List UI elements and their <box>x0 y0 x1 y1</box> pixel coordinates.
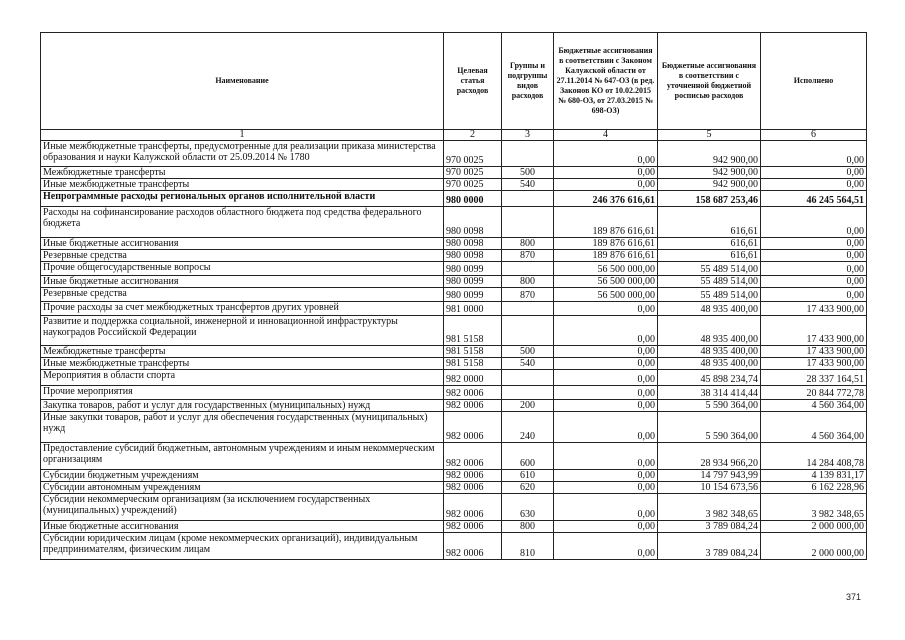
row-planned-amount: 14 797 943,99 <box>658 470 761 482</box>
row-expense-group <box>502 262 554 276</box>
row-name: Межбюджетные трансферты <box>41 167 444 179</box>
row-approved-amount: 189 876 616,61 <box>554 207 658 238</box>
row-approved-amount: 0,00 <box>554 370 658 386</box>
row-target-code: 981 5158 <box>444 358 502 370</box>
row-executed-amount: 4 560 364,00 <box>761 412 867 443</box>
row-executed-amount: 17 433 900,00 <box>761 316 867 346</box>
row-name: Иные межбюджетные трансферты <box>41 358 444 370</box>
row-expense-group: 870 <box>502 250 554 262</box>
row-expense-group: 800 <box>502 521 554 533</box>
column-number: 3 <box>502 130 554 141</box>
row-name: Прочие мероприятия <box>41 386 444 400</box>
row-planned-amount: 48 935 400,00 <box>658 358 761 370</box>
row-executed-amount: 0,00 <box>761 250 867 262</box>
row-expense-group: 540 <box>502 179 554 191</box>
row-executed-amount: 2 000 000,00 <box>761 521 867 533</box>
row-expense-group <box>502 141 554 167</box>
row-target-code: 980 0098 <box>444 207 502 238</box>
row-target-code: 982 0000 <box>444 370 502 386</box>
row-name: Прочие расходы за счет межбюджетных трансфертов других уровней <box>41 302 444 316</box>
row-executed-amount: 0,00 <box>761 288 867 302</box>
row-target-code: 980 0099 <box>444 276 502 288</box>
row-approved-amount: 56 500 000,00 <box>554 288 658 302</box>
row-planned-amount: 616,61 <box>658 238 761 250</box>
row-target-code: 980 0099 <box>444 288 502 302</box>
row-executed-amount: 0,00 <box>761 238 867 250</box>
row-executed-amount: 0,00 <box>761 262 867 276</box>
row-executed-amount: 17 433 900,00 <box>761 358 867 370</box>
column-number: 6 <box>761 130 867 141</box>
row-name: Межбюджетные трансферты <box>41 346 444 358</box>
column-number: 4 <box>554 130 658 141</box>
row-name: Развитие и поддержка социальной, инженерной и инновационной инфраструктуры наукоградов Российской Федерации <box>41 316 444 346</box>
row-name: Закупка товаров, работ и услуг для государственных (муниципальных) нужд <box>41 400 444 412</box>
row-target-code: 980 0098 <box>444 238 502 250</box>
row-expense-group: 620 <box>502 482 554 494</box>
row-planned-amount: 3 982 348,65 <box>658 494 761 521</box>
header-executed: Исполнено <box>761 33 867 130</box>
row-executed-amount: 17 433 900,00 <box>761 302 867 316</box>
table-row <box>41 482 867 494</box>
row-target-code: 982 0006 <box>444 412 502 443</box>
row-expense-group: 630 <box>502 494 554 521</box>
row-expense-group: 540 <box>502 358 554 370</box>
row-executed-amount: 14 284 408,78 <box>761 443 867 470</box>
budget-execution-table <box>40 32 867 560</box>
row-target-code: 982 0006 <box>444 482 502 494</box>
row-executed-amount: 4 139 831,17 <box>761 470 867 482</box>
row-planned-amount: 55 489 514,00 <box>658 288 761 302</box>
table-row <box>41 288 867 302</box>
table-row <box>41 302 867 316</box>
row-expense-group <box>502 191 554 207</box>
row-executed-amount: 6 162 228,96 <box>761 482 867 494</box>
row-target-code: 970 0025 <box>444 179 502 191</box>
row-name: Расходы на софинансирование расходов областного бюджета под средства федерального бюджета <box>41 207 444 238</box>
table-row <box>41 346 867 358</box>
column-number-row <box>41 130 867 141</box>
row-approved-amount: 0,00 <box>554 179 658 191</box>
row-approved-amount: 0,00 <box>554 470 658 482</box>
row-planned-amount: 55 489 514,00 <box>658 262 761 276</box>
row-approved-amount: 0,00 <box>554 386 658 400</box>
table-body <box>41 141 867 560</box>
row-planned-amount: 10 154 673,56 <box>658 482 761 494</box>
row-approved-amount: 0,00 <box>554 346 658 358</box>
row-target-code: 981 0000 <box>444 302 502 316</box>
row-name: Субсидии автономным учреждениям <box>41 482 444 494</box>
table-row <box>41 250 867 262</box>
row-expense-group <box>502 207 554 238</box>
row-name: Иные бюджетные ассигнования <box>41 276 444 288</box>
row-target-code: 980 0000 <box>444 191 502 207</box>
row-name: Мероприятия в области спорта <box>41 370 444 386</box>
row-planned-amount: 48 935 400,00 <box>658 316 761 346</box>
row-target-code: 982 0006 <box>444 400 502 412</box>
table-row <box>41 412 867 443</box>
row-name: Иные бюджетные ассигнования <box>41 521 444 533</box>
header-expense-group: Группы и подгруппы видов расходов <box>502 33 554 130</box>
row-expense-group: 500 <box>502 167 554 179</box>
row-name: Иные бюджетные ассигнования <box>41 238 444 250</box>
row-expense-group <box>502 386 554 400</box>
row-name: Резервные средства <box>41 250 444 262</box>
row-executed-amount: 0,00 <box>761 141 867 167</box>
row-executed-amount: 0,00 <box>761 276 867 288</box>
row-approved-amount: 56 500 000,00 <box>554 276 658 288</box>
row-planned-amount: 158 687 253,46 <box>658 191 761 207</box>
row-expense-group <box>502 370 554 386</box>
column-number: 5 <box>658 130 761 141</box>
row-target-code: 970 0025 <box>444 141 502 167</box>
row-approved-amount: 246 376 616,61 <box>554 191 658 207</box>
table-row <box>41 276 867 288</box>
row-planned-amount: 55 489 514,00 <box>658 276 761 288</box>
row-expense-group: 800 <box>502 276 554 288</box>
table-row <box>41 207 867 238</box>
row-executed-amount: 3 982 348,65 <box>761 494 867 521</box>
table-row <box>41 167 867 179</box>
row-target-code: 981 5158 <box>444 316 502 346</box>
header-name: Наименование <box>41 33 444 130</box>
row-executed-amount: 20 844 772,78 <box>761 386 867 400</box>
row-planned-amount: 5 590 364,00 <box>658 400 761 412</box>
column-number: 2 <box>444 130 502 141</box>
row-name: Прочие общегосударственные вопросы <box>41 262 444 276</box>
row-planned-amount: 48 935 400,00 <box>658 302 761 316</box>
table-row <box>41 141 867 167</box>
row-approved-amount: 0,00 <box>554 358 658 370</box>
row-planned-amount: 616,61 <box>658 207 761 238</box>
row-target-code: 982 0006 <box>444 443 502 470</box>
table-row <box>41 400 867 412</box>
row-approved-amount: 56 500 000,00 <box>554 262 658 276</box>
row-executed-amount: 2 000 000,00 <box>761 533 867 560</box>
table-row <box>41 238 867 250</box>
row-approved-amount: 0,00 <box>554 521 658 533</box>
header-target-article: Целевая статья расходов <box>444 33 502 130</box>
row-name: Предоставление субсидий бюджетным, автономным учреждениям и иным некоммерческим организациям <box>41 443 444 470</box>
row-approved-amount: 0,00 <box>554 400 658 412</box>
table-row <box>41 191 867 207</box>
row-target-code: 982 0006 <box>444 533 502 560</box>
row-planned-amount: 48 935 400,00 <box>658 346 761 358</box>
row-approved-amount: 0,00 <box>554 316 658 346</box>
row-approved-amount: 0,00 <box>554 443 658 470</box>
row-executed-amount: 28 337 164,51 <box>761 370 867 386</box>
row-name: Субсидии некоммерческим организациям (за исключением государственных (муниципальных) учреждений) <box>41 494 444 521</box>
row-executed-amount: 0,00 <box>761 167 867 179</box>
table-row <box>41 316 867 346</box>
row-approved-amount: 0,00 <box>554 167 658 179</box>
row-target-code: 982 0006 <box>444 521 502 533</box>
row-approved-amount: 0,00 <box>554 302 658 316</box>
row-executed-amount: 17 433 900,00 <box>761 346 867 358</box>
table-row <box>41 470 867 482</box>
row-approved-amount: 0,00 <box>554 412 658 443</box>
row-executed-amount: 46 245 564,51 <box>761 191 867 207</box>
row-planned-amount: 3 789 084,24 <box>658 521 761 533</box>
row-planned-amount: 942 900,00 <box>658 141 761 167</box>
table-row <box>41 443 867 470</box>
table-row <box>41 521 867 533</box>
row-name: Непрограммные расходы региональных органов исполнительной власти <box>41 191 444 207</box>
row-executed-amount: 0,00 <box>761 207 867 238</box>
row-approved-amount: 0,00 <box>554 533 658 560</box>
header-approved-allocation: Бюджетные ассигнования в соответствии с Законом Калужской области от 27.11.2014 № 647-ОЗ (в ред. Законов КО от 10.02.2015 № 680-ОЗ, от 27.03.2015 № 698-ОЗ) <box>554 33 658 130</box>
row-name: Резервные средства <box>41 288 444 302</box>
row-target-code: 982 0006 <box>444 470 502 482</box>
row-name: Субсидии юридическим лицам (кроме некоммерческих организаций), индивидуальным предпринимателям, физическим лицам <box>41 533 444 560</box>
table-row <box>41 179 867 191</box>
page-number: 371 <box>846 592 862 602</box>
row-expense-group: 200 <box>502 400 554 412</box>
row-target-code: 981 5158 <box>444 346 502 358</box>
table-row <box>41 358 867 370</box>
row-approved-amount: 0,00 <box>554 482 658 494</box>
row-planned-amount: 942 900,00 <box>658 167 761 179</box>
row-target-code: 982 0006 <box>444 494 502 521</box>
column-number: 1 <box>41 130 444 141</box>
row-name: Субсидии бюджетным учреждениям <box>41 470 444 482</box>
row-target-code: 970 0025 <box>444 167 502 179</box>
row-name: Иные межбюджетные трансферты, предусмотренные для реализации приказа министерства образования и науки Калужской области от 25.09.2014 № 1780 <box>41 141 444 167</box>
table-row <box>41 533 867 560</box>
row-approved-amount: 189 876 616,61 <box>554 250 658 262</box>
header-row <box>41 33 867 130</box>
row-executed-amount: 0,00 <box>761 179 867 191</box>
row-expense-group: 500 <box>502 346 554 358</box>
row-executed-amount: 4 560 364,00 <box>761 400 867 412</box>
row-expense-group: 600 <box>502 443 554 470</box>
table-header <box>41 33 867 141</box>
table-row <box>41 386 867 400</box>
row-planned-amount: 5 590 364,00 <box>658 412 761 443</box>
row-target-code: 982 0006 <box>444 386 502 400</box>
row-expense-group <box>502 316 554 346</box>
row-name: Иные закупки товаров, работ и услуг для обеспечения государственных (муниципальных) нужд <box>41 412 444 443</box>
row-approved-amount: 0,00 <box>554 141 658 167</box>
row-planned-amount: 942 900,00 <box>658 179 761 191</box>
row-planned-amount: 3 789 084,24 <box>658 533 761 560</box>
row-approved-amount: 0,00 <box>554 494 658 521</box>
row-expense-group: 610 <box>502 470 554 482</box>
table-row <box>41 262 867 276</box>
row-expense-group: 240 <box>502 412 554 443</box>
row-planned-amount: 38 314 414,44 <box>658 386 761 400</box>
table-row <box>41 494 867 521</box>
row-target-code: 980 0099 <box>444 262 502 276</box>
header-planned-allocation: Бюджетные ассигнования в соответствии с уточненной бюджетной росписью расходов <box>658 33 761 130</box>
row-expense-group: 810 <box>502 533 554 560</box>
row-planned-amount: 45 898 234,74 <box>658 370 761 386</box>
row-planned-amount: 616,61 <box>658 250 761 262</box>
row-name: Иные межбюджетные трансферты <box>41 179 444 191</box>
row-target-code: 980 0098 <box>444 250 502 262</box>
row-expense-group <box>502 302 554 316</box>
row-expense-group: 800 <box>502 238 554 250</box>
row-planned-amount: 28 934 966,20 <box>658 443 761 470</box>
table-row <box>41 370 867 386</box>
row-expense-group: 870 <box>502 288 554 302</box>
row-approved-amount: 189 876 616,61 <box>554 238 658 250</box>
